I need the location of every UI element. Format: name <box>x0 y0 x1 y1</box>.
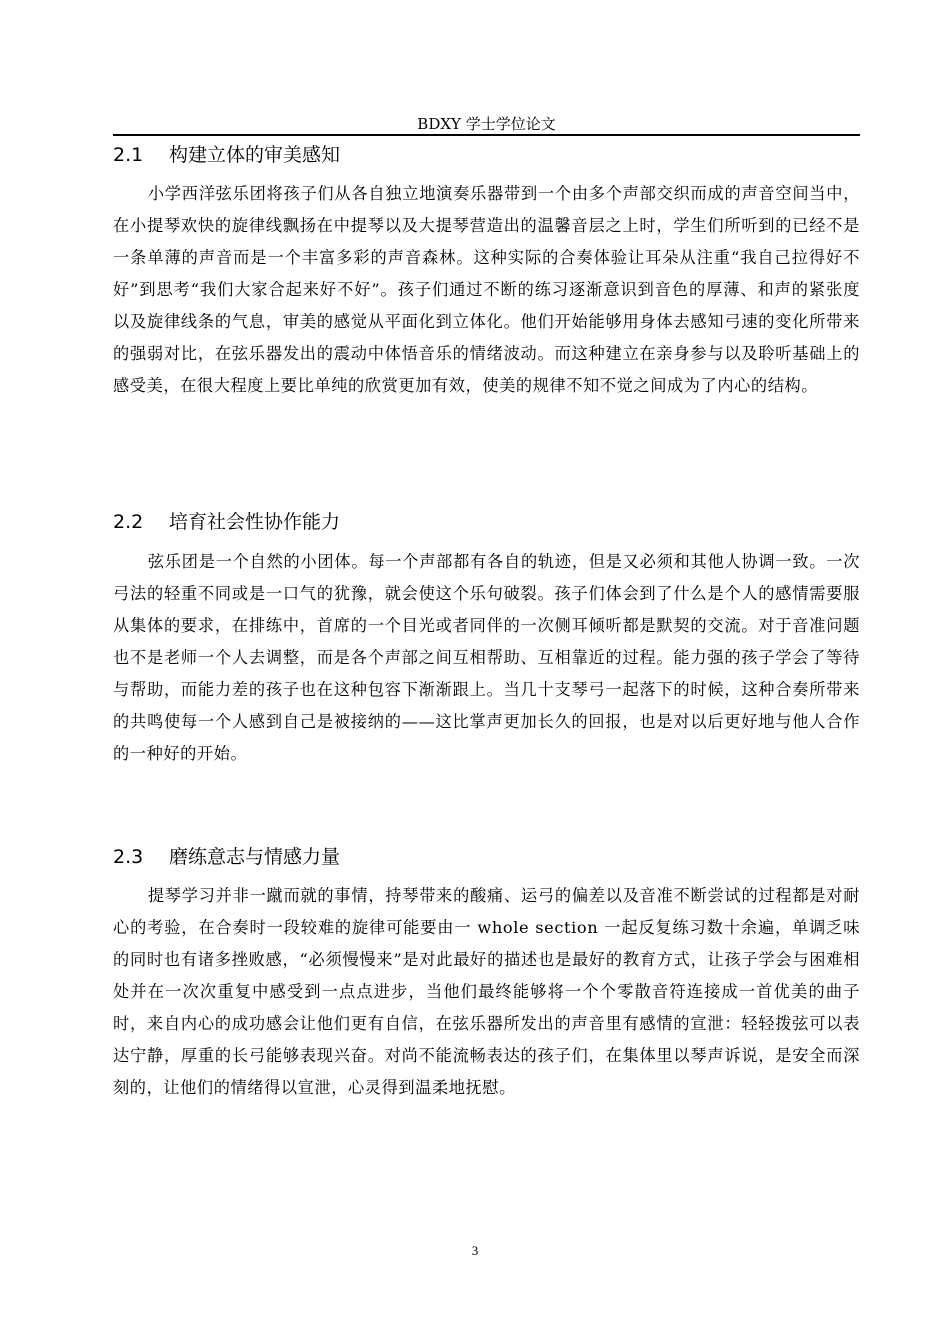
section-paragraph-2-2: 弦乐团是一个自然的小团体。每一个声部都有各自的轨迹，但是又必须和其他人协调一致。一次弓法的轻重不同或是一口气的犹豫，就会使这个乐句破裂。孩子们体会到了什么是个人的感情需要服从集体的要求，在排练中，首席的一个目光或者同伴的一次侧耳倾听都是默契的交流。对于音准问题也不是老师一个人去调整，而是各个声部之间互相帮助、互相靠近的过程。能力强的孩子学会了等待与帮助，而能力差的孩子也在这种包容下渐渐跟上。当几十支琴弓一起落下的时候，这种合奏所带来的共鸣使每一个人感到自己是被接纳的——这比掌声更加长久的回报，也是对以后更好地与他人合作的一种好的开始。 <box>113 552 860 763</box>
section-heading-2-1 <box>113 141 340 169</box>
section-number: 2.2 <box>113 511 144 533</box>
running-header: BDXY 学士学位论文 <box>417 115 556 133</box>
header-rule <box>113 134 860 136</box>
section-heading-2-3 <box>113 843 340 871</box>
section-title: 磨练意志与情感力量 <box>169 846 341 868</box>
section-number: 2.3 <box>113 846 144 868</box>
section-paragraph-2-3: 提琴学习并非一蹴而就的事情，持琴带来的酸痛、运弓的偏差以及音准不断尝试的过程都是对耐心的考验，在合奏时一段较难的旋律可能要由一 whole section 一起反复练习数十余遍，单调乏味的同时也有诸多挫败感，“必须慢慢来”是对此最好的描述也是最好的教育方式，让孩子学会与困难相处并在一次次重复中感受到一点点进步，当他们最终能够将一个个零散音符连接成一首优美的曲子时，来自内心的成功感会让他们更有自信，在弦乐器所发出的声音里有感情的宣泄：轻轻拨弦可以表达宁静，厚重的长弓能够表现兴奋。对尚不能流畅表达的孩子们，在集体里以琴声诉说，是安全而深刻的，让他们的情绪得以宣泄，心灵得到温柔地抚慰。 <box>113 886 860 1097</box>
section-title: 培育社会性协作能力 <box>169 511 341 533</box>
section-paragraph-2-1: 小学西洋弦乐团将孩子们从各自独立地演奏乐器带到一个由多个声部交织而成的声音空间当中，在小提琴欢快的旋律线飘扬在中提琴以及大提琴营造出的温馨音层之上时，学生们所听到的已经不是一条单薄的声音而是一个丰富多彩的声音森林。这种实际的合奏体验让耳朵从注重“我自己拉得好不好”到思考“我们大家合起来好不好”。孩子们通过不断的练习逐渐意识到音色的厚薄、和声的紧张度以及旋律线条的气息，审美的感觉从平面化到立体化。他们开始能够用身体去感知弓速的变化所带来的强弱对比，在弦乐器发出的震动中体悟音乐的情绪波动。而这种建立在亲身参与以及聆听基础上的感受美，在很大程度上要比单纯的欣赏更加有效，使美的规律不知不觉之间成为了内心的结构。 <box>113 184 860 395</box>
section-heading-2-2 <box>113 508 340 536</box>
section-title: 构建立体的审美感知 <box>169 144 341 166</box>
page-number: 3 <box>471 1243 479 1258</box>
section-number: 2.1 <box>113 144 144 166</box>
